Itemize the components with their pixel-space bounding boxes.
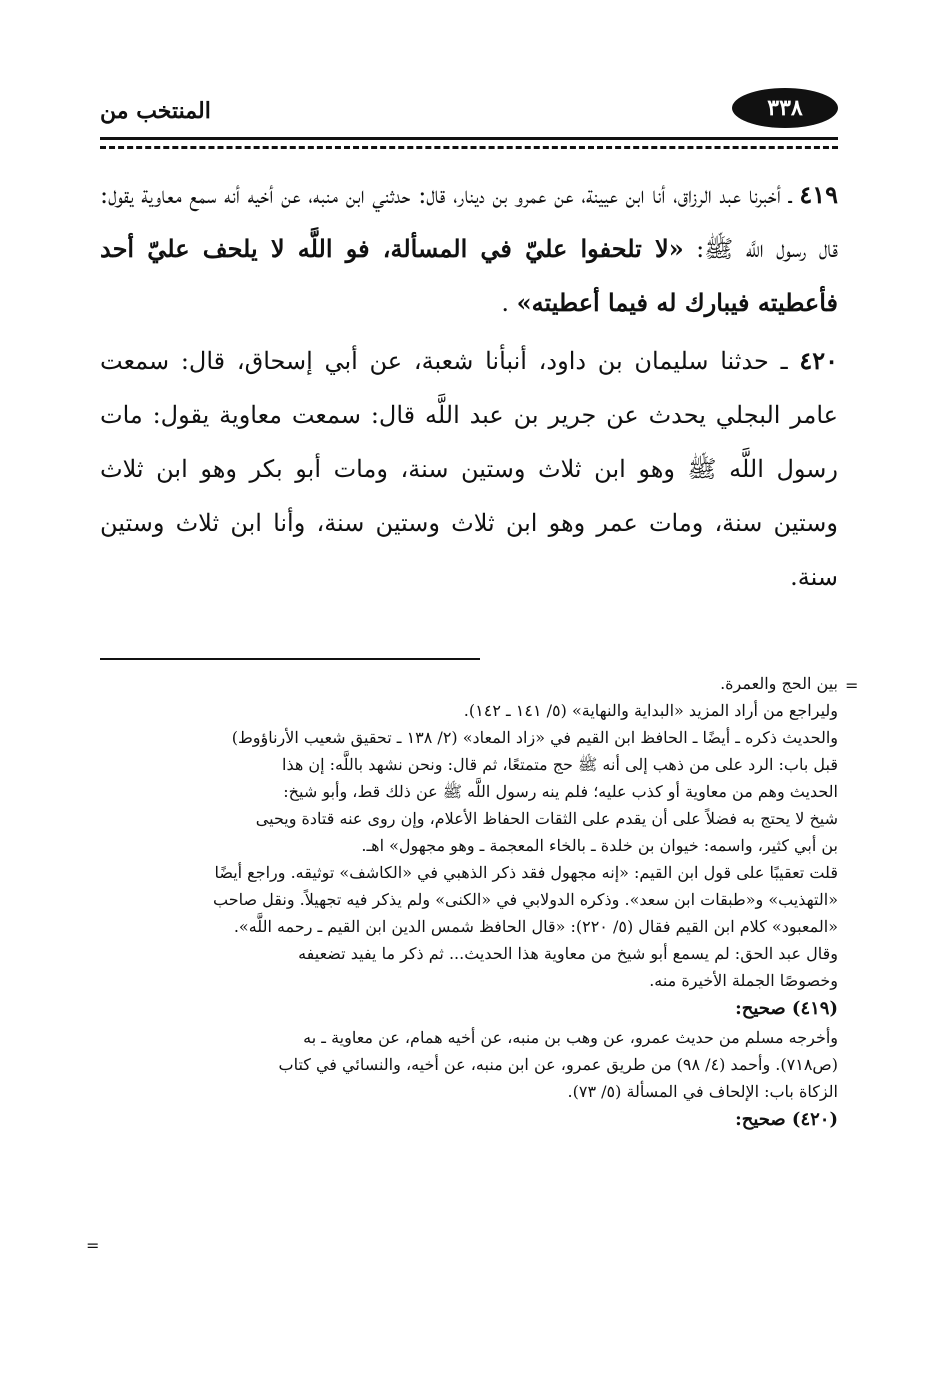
footnote-line: والحديث ذكره ـ أيضًا ـ الحافظ ابن القيم في «زاد المعاد» (٢/ ١٣٨ ـ تحقيق شعيب الأرناؤوط) bbox=[231, 728, 838, 747]
hadith-tail: . bbox=[501, 289, 510, 317]
hadith-lead: ـ أخبرنا عبد الرزاق، أنا ابن عيينة، عن عمرو بن دينار، قال: حدثني ابن منبه، عن أخيه أنه سمع معاوية يقول: قال رسول اللَّه ﷺ: bbox=[100, 181, 838, 263]
hadith-419 bbox=[100, 168, 838, 330]
footnote-line: (ص٧١٨). وأحمد (٤/ ٩٨) من طريق عمرو، عن ابن منبه، عن أخيه، والنسائي في كتاب bbox=[278, 1055, 838, 1074]
footnote-line: قلت تعقيبًا على قول ابن القيم: «إنه مجهول فقد ذكر الذهبي في «الكاشف» توثيقه. وراجع أيضًا bbox=[214, 863, 838, 882]
main-text bbox=[100, 168, 838, 608]
continuation-mark: = bbox=[845, 676, 859, 695]
hadith-420 bbox=[100, 334, 838, 604]
footnote-line: بين الحج والعمرة. bbox=[720, 674, 838, 693]
footnote-line: «التهذيب» و«طبقات ابن سعد». وذكره الدولابي في «الكنى» ولم يذكر فيه تجهيلاً. ونقل صاحب bbox=[213, 890, 838, 909]
footnote-line: شيخ لا يحتج به فضلاً على أن يقدم على الثقات الحفاظ الأعلام، وإن روى عنه قتادة ويحيى bbox=[255, 809, 838, 828]
hadith-text: ـ حدثنا سليمان بن داود، أنبأنا شعبة، عن أبي إسحاق، قال: سمعت عامر البجلي يحدث عن جرير بن عبد اللَّه قال: سمعت معاوية يقول: مات رسول اللَّه ﷺ وهو ابن ثلاث وستين سنة، ومات أبو بكر وهو ابن ثلاث وستين سنة، ومات عمر وهو ابن ثلاث وستين سنة، وأنا ابن ثلاث وستين سنة. bbox=[100, 347, 838, 591]
book-title: المنتخب من bbox=[100, 98, 211, 124]
footnote-line: وأخرجه مسلم من حديث عمرو، عن وهب بن منبه، عن أخيه همام، عن معاوية ـ به bbox=[303, 1028, 838, 1047]
footnote-line: الحديث وهم من معاوية أو كذب عليه؛ فلم ينه رسول اللَّه ﷺ عن ذلك قط، وأبو شيخ: bbox=[283, 782, 838, 801]
hadith-number: ٤١٩ bbox=[799, 180, 838, 209]
hadith-quote: «لا تلحفوا عليّ في المسألة، فو اللَّه لا يلحف عليّ أحد فأعطيته فيبارك له فيما أعطيته» bbox=[100, 234, 838, 317]
footnote-heading-420: (٤٢٠) صحيح: bbox=[735, 1109, 838, 1130]
continuation-mark: = bbox=[86, 1236, 100, 1255]
footnote-line: بن أبي كثير، واسمه: خيوان بن خلدة ـ بالخاء المعجمة ـ وهو مجهول» اهـ. bbox=[361, 836, 838, 855]
footnote-heading-419: (٤١٩) صحيح: bbox=[735, 998, 838, 1019]
footnote-line: وخصوصًا الجملة الأخيرة منه. bbox=[649, 971, 838, 990]
footnote-line: قبل باب: الرد على من ذهب إلى أنه ﷺ حج متمتعًا، ثم قال: ونحن نشهد باللَّه: إن هذا bbox=[282, 755, 838, 774]
footnote-line: وقال عبد الحق: لم يسمع أبو شيخ من معاوية هذا الحديث... ثم ذكر ما يفيد تضعيفه bbox=[298, 944, 838, 963]
footnote-line: الزكاة باب: الإلحاف في المسألة (٥/ ٧٣). bbox=[567, 1082, 838, 1101]
hadith-number: ٤٢٠ bbox=[799, 346, 838, 375]
footnote-line: «المعبود» كلام ابن القيم فقال (٥/ ٢٢٠): «قال الحافظ شمس الدين ابن القيم ـ رحمه اللَّه». bbox=[233, 917, 838, 936]
page-number: ٣٣٨ bbox=[732, 88, 838, 128]
page-header bbox=[100, 84, 838, 140]
footnote-separator bbox=[100, 658, 480, 660]
header-dashed-rule bbox=[100, 146, 838, 149]
header-rule bbox=[100, 137, 838, 140]
footnotes bbox=[100, 670, 838, 1135]
footnote-line: وليراجع من أراد المزيد «البداية والنهاية» (٥/ ١٤١ ـ ١٤٢). bbox=[463, 701, 838, 720]
